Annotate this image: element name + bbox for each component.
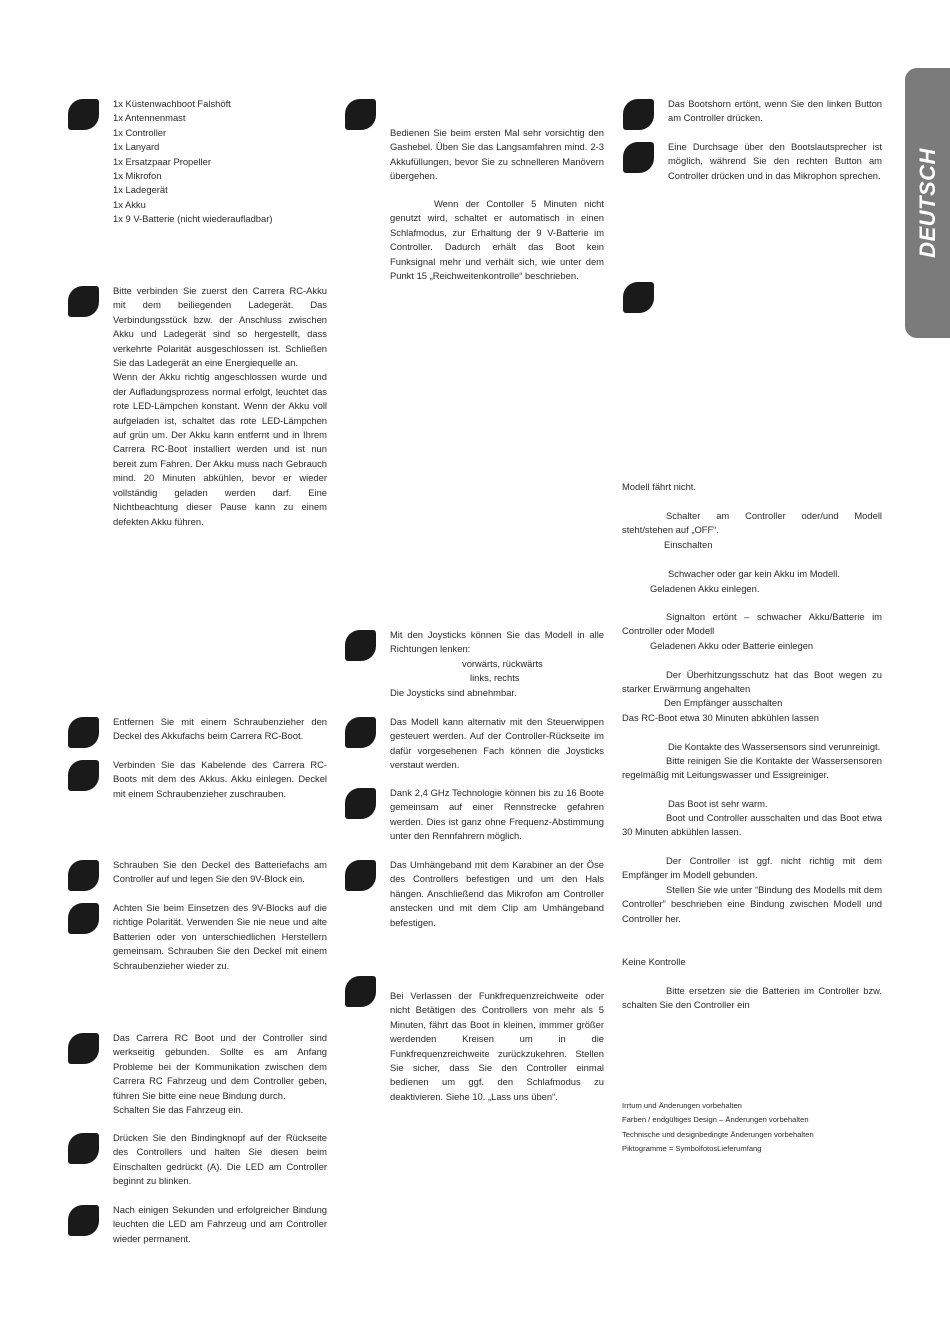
paragraph: Mit den Joysticks können Sie das Modell in alle Richtungen lenken: bbox=[390, 629, 604, 655]
troubleshooting-title: Modell fährt nicht. bbox=[622, 481, 696, 492]
problem-text: Der Controller ist ggf. nicht richtig mit dem Empfänger im Modell gebunden. bbox=[622, 855, 882, 881]
problem-text: Schalter am Controller oder/und Modell steht/stehen auf „OFF“. bbox=[622, 510, 882, 536]
paragraph: Bei Verlassen der Funkfrequenzreichweite oder nicht Betätigen des Controllers von mehr als 5 Minuten, fährt das Boot in kleinen, immmer größer werdenden Kreisen um in die Funkfrequenzreichweite zurückzukehren. Stellen Sie sicher, dass Sie den Controller einmal bedienen um ggf. den Schlafmodus zu deaktivieren. Siehe 10. „Lass uns üben“. bbox=[390, 990, 604, 1102]
language-tab-label: DEUTSCH bbox=[914, 148, 940, 258]
problem-text: Signalton ertönt – schwacher Akku/Batterie im Controller oder Modell bbox=[622, 611, 882, 637]
paragraph: Dank 2,4 GHz Technologie können bis zu 16 Boote gemeinsam auf einer Rennstrecke gefahren werden. Dies ist ganz ohne Frequenz-Abstimmung unter den Rennfahrern möglich. bbox=[390, 787, 604, 842]
solution-text: Bitte reinigen Sie die Kontakte der Wassersensoren regelmäßig mit Leitungswasser und Essigreiniger. bbox=[622, 755, 882, 781]
section-marker bbox=[68, 760, 99, 791]
list-item: 1x Controller bbox=[113, 126, 167, 138]
section-marker bbox=[68, 1033, 99, 1064]
paragraph: Das Carrera RC Boot und der Controller sind werkseitig gebunden. Sollte es am Anfang Probleme bei der Kommunikation zwischen dem Carrera RC Fahrzeug und dem Controller geben, führen Sie bitte eine neue Bindung durch. bbox=[113, 1032, 327, 1101]
section-marker bbox=[623, 99, 654, 130]
list-item: 1x Küstenwachboot Falshöft bbox=[113, 98, 231, 109]
section-marker bbox=[345, 860, 376, 891]
paragraph: Entfernen Sie mit einem Schraubenzieher den Deckel des Akkufachs beim Carrera RC-Boot. bbox=[113, 716, 327, 742]
section-marker bbox=[68, 903, 99, 934]
list-item: 1x Ladegerät bbox=[113, 184, 168, 196]
paragraph: Achten Sie beim Einsetzen des 9V-Blocks auf die richtige Polarität. Verwenden Sie nie neue und alte Batterien oder von unterschiedlichen Herstellern gemeinsam. Schrauben Sie den Deckel mit einem Schraubenzieher wieder zu. bbox=[113, 902, 327, 971]
solution-text: Geladenen Akku einlegen. bbox=[650, 583, 760, 594]
section-marker bbox=[68, 717, 99, 748]
section-marker bbox=[68, 1205, 99, 1236]
solution-text: Geladenen Akku oder Batterie einlegen bbox=[650, 640, 814, 651]
solution-text: Das RC-Boot etwa 30 Minuten abkühlen lassen bbox=[622, 712, 819, 723]
footer-line: Irrtum und Änderungen vorbehalten bbox=[622, 1101, 742, 1110]
paragraph: Schalten Sie das Fahrzeug ein. bbox=[113, 1104, 244, 1116]
problem-text: Das Boot ist sehr warm. bbox=[668, 798, 768, 809]
solution-text: Boot und Controller ausschalten und das Boot etwa 30 Minuten abkühlen lassen. bbox=[622, 812, 882, 838]
paragraph: Drücken Sie den Bindingknopf auf der Rückseite des Controllers und halten Sie diesen beim Einschalten gedrückt (A). Die LED am Controller beginnt zu blinken. bbox=[113, 1132, 327, 1187]
joystick-text bbox=[390, 628, 604, 700]
charging-text bbox=[113, 284, 327, 529]
list-item: links, rechts bbox=[470, 672, 520, 684]
section-marker bbox=[345, 788, 376, 819]
list-item: 1x Antennenmast bbox=[113, 112, 186, 124]
footer-line: Technische und designbedingte Änderungen vorbehalten bbox=[622, 1129, 814, 1139]
footer-line: Farben / endgültiges Design – Änderungen vorbehalten bbox=[622, 1115, 809, 1125]
section-marker bbox=[345, 99, 376, 130]
list-item: 1x Mikrofon bbox=[113, 170, 162, 182]
section-marker bbox=[623, 142, 654, 173]
paragraph: Das Modell kann alternativ mit den Steuerwippen gesteuert werden. Auf der Controller-Rückseite im dafür vorgesehenen Fach können die Joysticks verstaut werden. bbox=[390, 716, 604, 771]
paragraph: Das Bootshorn ertönt, wenn Sie den linken Button am Controller drücken. bbox=[668, 98, 882, 124]
solution-text: Bitte ersetzen sie die Batterien im Controller bzw. schalten Sie den Controller ein bbox=[622, 985, 882, 1011]
paragraph: Verbinden Sie das Kabelende des Carrera RC-Boots mit dem des Akkus. Akku einlegen. Deckel mit einem Schraubenzieher zuschrauben. bbox=[113, 759, 327, 799]
list-item: 1x Akku bbox=[113, 198, 146, 210]
paragraph: Eine Durchsage über den Bootslautsprecher ist möglich, während Sie den rechten Button am Controller drücken und in das Mikrophon sprechen. bbox=[668, 141, 882, 181]
paragraph: Bitte verbinden Sie zuerst den Carrera RC-Akku mit dem beiliegenden Ladegerät. Das Verbindungsstück bzw. der Anschluss zwischen Akku und Ladegerät sind so hergestellt, dass verkehrte Polarität ausgeschlossen ist. Schließen Sie das Ladegerät an eine Energiequelle an. bbox=[113, 285, 327, 369]
problem-text: Schwacher oder gar kein Akku im Modell. bbox=[668, 568, 840, 579]
list-item: 1x Ersatzpaar Propeller bbox=[113, 155, 211, 167]
solution-text: Stellen Sie wie unter “Bindung des Modells mit dem Controller” beschrieben eine Bindung zwischen Modell und Controller her. bbox=[622, 884, 882, 924]
binding-text bbox=[113, 1031, 327, 1117]
paragraph: Das Umhängeband mit dem Karabiner an der Öse des Controllers befestigen und um den Hals hängen. Anschließend das Mikrofon am Controller anstecken und mit dem Clip am Umhängeband befestigen. bbox=[390, 859, 604, 928]
solution-text: Einschalten bbox=[664, 539, 713, 550]
section-marker bbox=[68, 1133, 99, 1164]
troubleshooting-title: Keine Kontrolle bbox=[622, 956, 686, 967]
problem-text: Der Überhitzungsschutz hat das Boot wegen zu starker Erwärmung angehalten bbox=[622, 669, 882, 695]
section-marker bbox=[68, 99, 99, 130]
paragraph: Bedienen Sie beim ersten Mal sehr vorsichtig den Gashebel. Üben Sie das Langsamfahren mind. 2-3 Akkufüllungen, bevor Sie zu schnelleren Manövern übergehen. bbox=[390, 127, 604, 182]
solution-text: Den Empfänger ausschalten bbox=[664, 697, 783, 708]
problem-text: Die Kontakte des Wassersensors sind verunreinigt. bbox=[668, 741, 881, 752]
paragraph: Die Joysticks sind abnehmbar. bbox=[390, 686, 517, 698]
contents-list bbox=[113, 97, 328, 227]
footer-notes bbox=[622, 1099, 814, 1156]
paragraph: Wenn der Akku richtig angeschlossen wurde und der Aufladungsprozess normal erfolgt, leuchtet das rote LED-Lämpchen konstant. Wenn der Akku voll aufgeladen ist, schaltet das rote LED-Lämpchen auf grün um. Der Akku kann entfernt und in Ihrem Carrera RC-Boot installiert werden und ist nun bereit zum Fahren. Der Akku muss nach Gebrauch mind. 20 Minuten abkühlen, bevor er wieder vollständig geladen werden darf. Eine Nichtbeachtung dieser Pause kann zu einem defekten Akku führen. bbox=[113, 371, 327, 527]
paragraph: Nach einigen Sekunden und erfolgreicher Bindung leuchten die LED am Fahrzeug und am Controller wieder permanent. bbox=[113, 1204, 327, 1244]
section-marker bbox=[345, 630, 376, 661]
list-item: 1x 9 V-Batterie (nicht wiederaufladbar) bbox=[113, 213, 273, 225]
section-marker bbox=[623, 282, 654, 313]
footer-line: Piktogramme = SymbolfotosLieferumfang bbox=[622, 1143, 762, 1153]
section-marker bbox=[345, 976, 376, 1007]
section-marker bbox=[345, 717, 376, 748]
list-item: 1x Lanyard bbox=[113, 141, 160, 153]
paragraph: Wenn der Contoller 5 Minuten nicht genutzt wird, schaltet er automatisch in einen Schlafmodus, zur Erhaltung der 9 V-Batterie im Controller. Dadurch erhält das Boot kein Funksignal mehr und verhält sich, wie unter dem Punkt 15 „Reichweitenkontrolle“ beschrieben. bbox=[390, 198, 604, 282]
section-marker bbox=[68, 860, 99, 891]
section-marker bbox=[68, 286, 99, 317]
list-item: vorwärts, rückwärts bbox=[462, 657, 543, 669]
paragraph: Schrauben Sie den Deckel des Batteriefachs am Controller auf und legen Sie den 9V-Block ein. bbox=[113, 859, 327, 885]
language-tab bbox=[905, 68, 950, 338]
